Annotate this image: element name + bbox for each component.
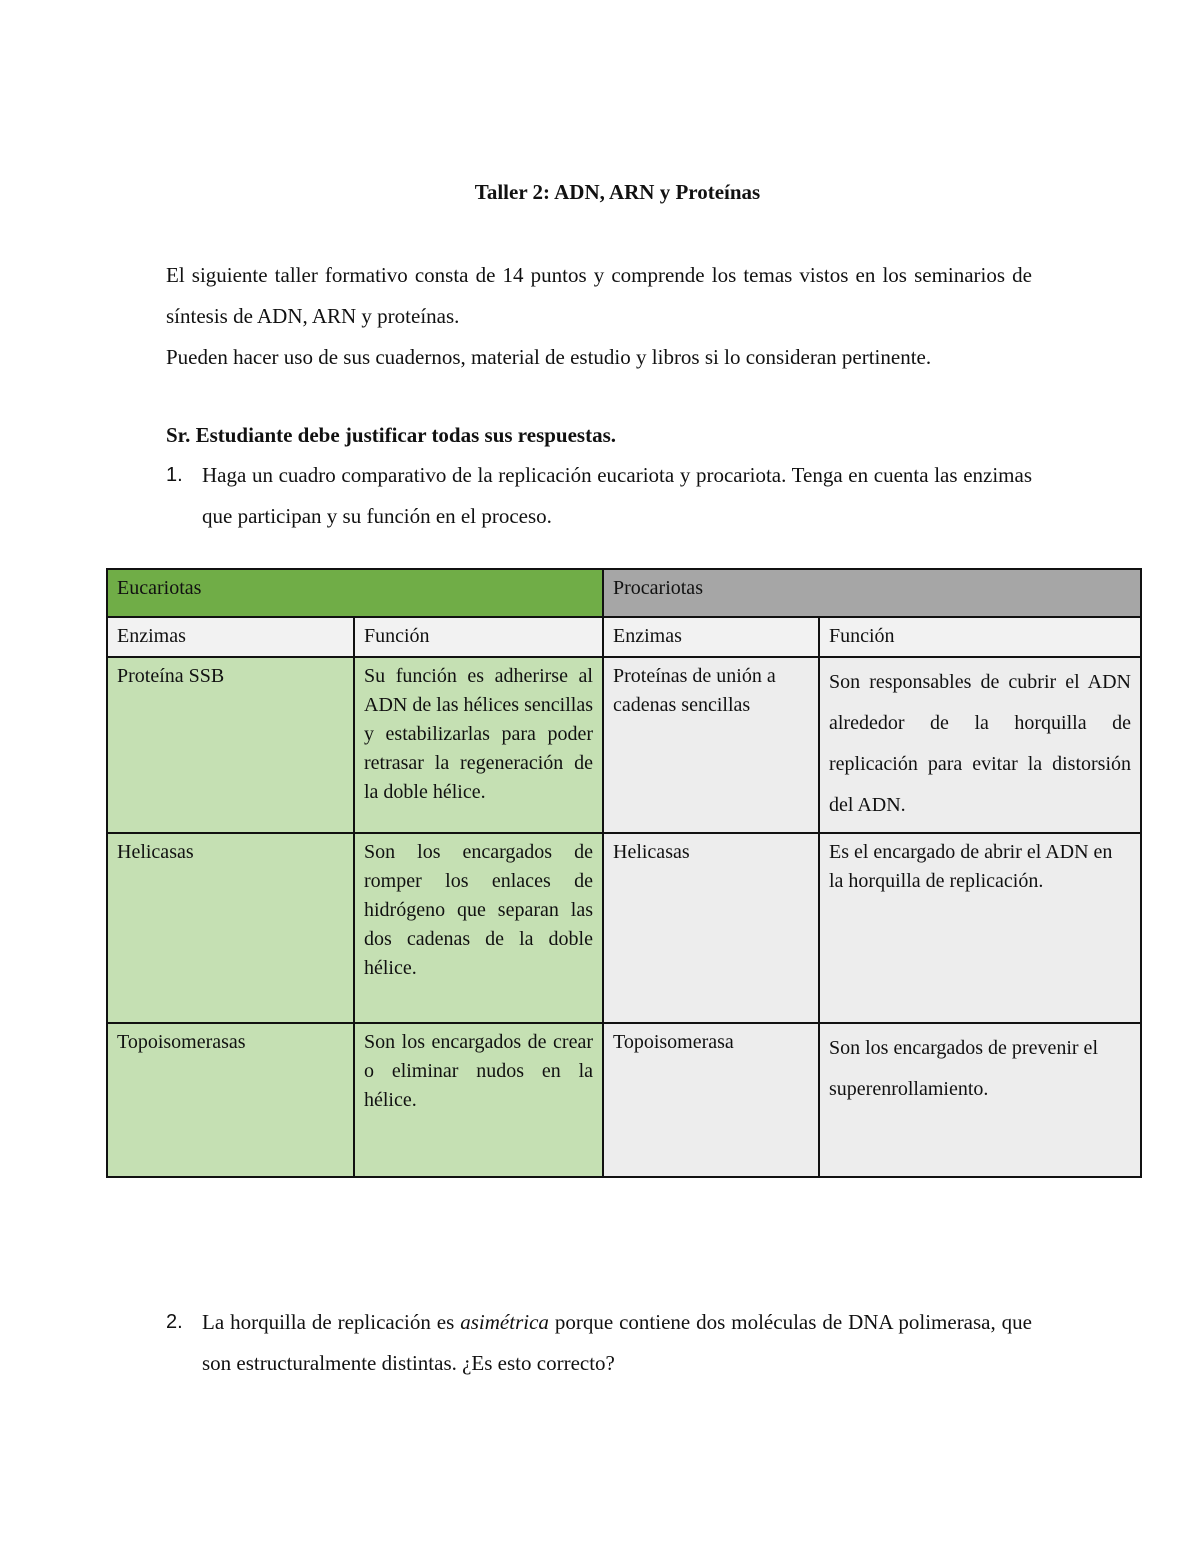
intro-paragraph-1: El siguiente taller formativo consta de 14 puntos y comprende los temas vistos en los seminarios de síntesis de ADN, ARN y proteínas. [166, 263, 1032, 328]
table-cell: Es el encargado de abrir el ADN en la horquilla de replicación. [819, 833, 1141, 1023]
question-2 [166, 1302, 1032, 1384]
question-text-part: La horquilla de replicación es [202, 1310, 461, 1334]
emphasized-word: asimétrica [460, 1310, 549, 1334]
question-text-part: porque contiene dos moléculas de DNA polimerasa, que son estructuralmente distintas. ¿Es esto correcto? [202, 1310, 1033, 1375]
table-cell: Su función es adherirse al ADN de las hélices sencillas y estabilizarlas para poder retrasar la regeneración de la doble hélice. [354, 657, 603, 833]
column-header: Enzimas [107, 617, 354, 657]
question-number: 1. [166, 464, 183, 486]
column-header: Función [354, 617, 603, 657]
question-text [202, 1302, 1032, 1384]
table-cell: Proteína SSB [107, 657, 354, 833]
table-cell: Helicasas [603, 833, 819, 1023]
table-cell: Proteínas de unión a cadenas sencillas [603, 657, 819, 833]
comparison-table [106, 568, 1142, 1178]
intro-section [166, 255, 1032, 378]
procariotas-header: Procariotas [603, 569, 1141, 617]
table-row [107, 657, 1141, 833]
question-text: Haga un cuadro comparativo de la replicación eucariota y procariota. Tenga en cuenta las enzimas que participan y su función en el proceso. [202, 463, 1032, 528]
table-cell: Topoisomerasa [603, 1023, 819, 1177]
intro-paragraph-2: Pueden hacer uso de sus cuadernos, material de estudio y libros si lo consideran pertinente. [166, 345, 932, 369]
table-column-header-row [107, 617, 1141, 657]
table-cell: Son los encargados de romper los enlaces de hidrógeno que separan las dos cadenas de la doble hélice. [354, 833, 603, 1023]
question-1 [166, 455, 1032, 537]
eucariotas-header: Eucariotas [107, 569, 603, 617]
table-cell: Son los encargados de prevenir el superenrollamiento. [819, 1023, 1141, 1177]
table-cell: Helicasas [107, 833, 354, 1023]
table-row [107, 833, 1141, 1023]
instruction-text: Sr. Estudiante debe justificar todas sus respuestas. [166, 423, 617, 447]
column-header: Función [819, 617, 1141, 657]
table-cell: Topoisomerasas [107, 1023, 354, 1177]
table-group-header-row [107, 569, 1141, 617]
question-number: 2. [166, 1311, 183, 1333]
table-cell: Son los encargados de crear o eliminar nudos en la hélice. [354, 1023, 603, 1177]
table-row [107, 1023, 1141, 1177]
document-title: Taller 2: ADN, ARN y Proteínas [474, 180, 761, 204]
table-cell: Son responsables de cubrir el ADN alrededor de la horquilla de replicación para evitar la distorsión del ADN. [819, 657, 1141, 833]
column-header: Enzimas [603, 617, 819, 657]
